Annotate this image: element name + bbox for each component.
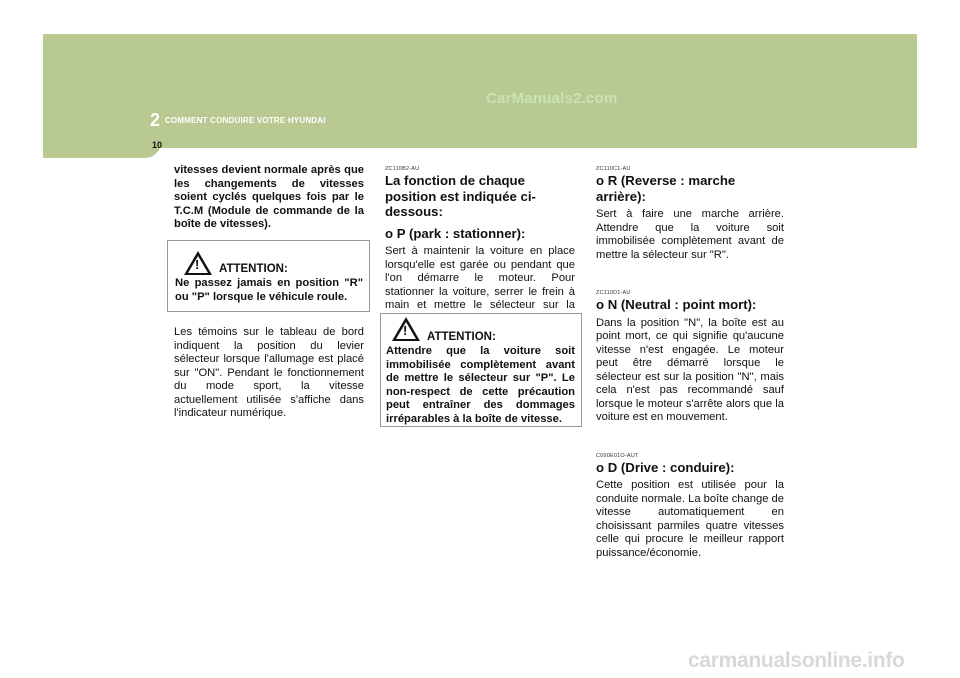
page-number-tab bbox=[43, 134, 161, 158]
column-3 bbox=[596, 166, 784, 560]
column-2 bbox=[385, 166, 575, 326]
page-number: 10 bbox=[152, 140, 163, 150]
section-code: ZC110B2-AU bbox=[385, 166, 420, 172]
footer-watermark[interactable]: carmanualsonline.info bbox=[688, 649, 905, 672]
reverse-paragraph: Sert à faire une marche arrière. Attendre que la voiture soit immobilisée complètement avant de mettre la sélecteur sur "R". bbox=[596, 208, 784, 261]
drive-paragraph: Cette position est utilisée pour la conduite normale. La boîte change de vitesse automatiquement en choisissant parmiles quatre vitesses celle qui procure le meilleur rapport puissance/économie. bbox=[596, 479, 784, 559]
park-paragraph: Sert à maintenir la voiture en place lorsqu'elle est garée ou pendant que l'on démarre le moteur. Pour stationner la voiture, serrer le frein à main et mettre le sélecteur sur la bbox=[385, 245, 575, 311]
chapter-title: COMMENT CONDUIRE VOTRE HYUNDAI bbox=[165, 116, 326, 125]
warning-box-1 bbox=[167, 240, 370, 312]
watermark-top[interactable]: CarManuals2.com bbox=[486, 90, 618, 107]
warning-body: Attendre que la voiture soit immobilisée complètement avant de mettre le sélecteur sur "P". Le non-respect de cette précaution peut entraîner des dommages irréparables à la boîte de vitesse. bbox=[386, 345, 575, 425]
warning-triangle-icon: ! bbox=[184, 251, 212, 275]
drive-code: C090E01O-AUT bbox=[596, 452, 639, 459]
header-band bbox=[43, 34, 917, 148]
warning-title: ATTENTION: bbox=[427, 331, 496, 343]
warning-body: Ne passez jamais en position "R" ou "P" lorsque le véhicule roule. bbox=[175, 277, 363, 303]
reverse-heading: o R (Reverse : marche arrière): bbox=[596, 173, 736, 204]
warning-box-2 bbox=[380, 313, 582, 427]
column-1 bbox=[174, 164, 364, 232]
paragraph: Les témoins sur le tableau de bord indiquent la position du levier sélecteur lorsque l'allumage est placé sur "ON". Pendant le fonctionnement du mode sport, la vitesse actuellement utilisée s'affiche dans l'indicateur numérique. bbox=[174, 326, 364, 419]
intro-text: vitesses devient normale après que les changements de vitesses soient cyclés quelques fois par le T.C.M (Module de commande de la boîte de vitesses). bbox=[174, 164, 364, 230]
neutral-code: ZC110D1-AU bbox=[596, 290, 631, 296]
column-1-paragraph bbox=[174, 326, 364, 421]
neutral-paragraph: Dans la position "N", la boîte est au point mort, ce qui signifie qu'aucune vitesse n'est engagée. Le moteur peut être démarré lorsque le sélecteur est sur la position "N", mais cela n'est pas recommandé sauf lorsque le moteur s'arrête alors que la voiture est en mouvement. bbox=[596, 316, 784, 423]
section-heading: La fonction de chaque position est indiquée ci-dessous: bbox=[385, 173, 536, 219]
warning-triangle-icon: ! bbox=[392, 317, 420, 341]
warning-title: ATTENTION: bbox=[219, 263, 288, 275]
park-heading: o P (park : stationner): bbox=[385, 225, 526, 241]
chapter-number: 2 bbox=[150, 110, 161, 130]
reverse-code: ZC110C1-AU bbox=[596, 166, 631, 172]
drive-heading: o D (Drive : conduire): bbox=[596, 459, 735, 475]
neutral-heading: o N (Neutral : point mort): bbox=[596, 297, 757, 312]
